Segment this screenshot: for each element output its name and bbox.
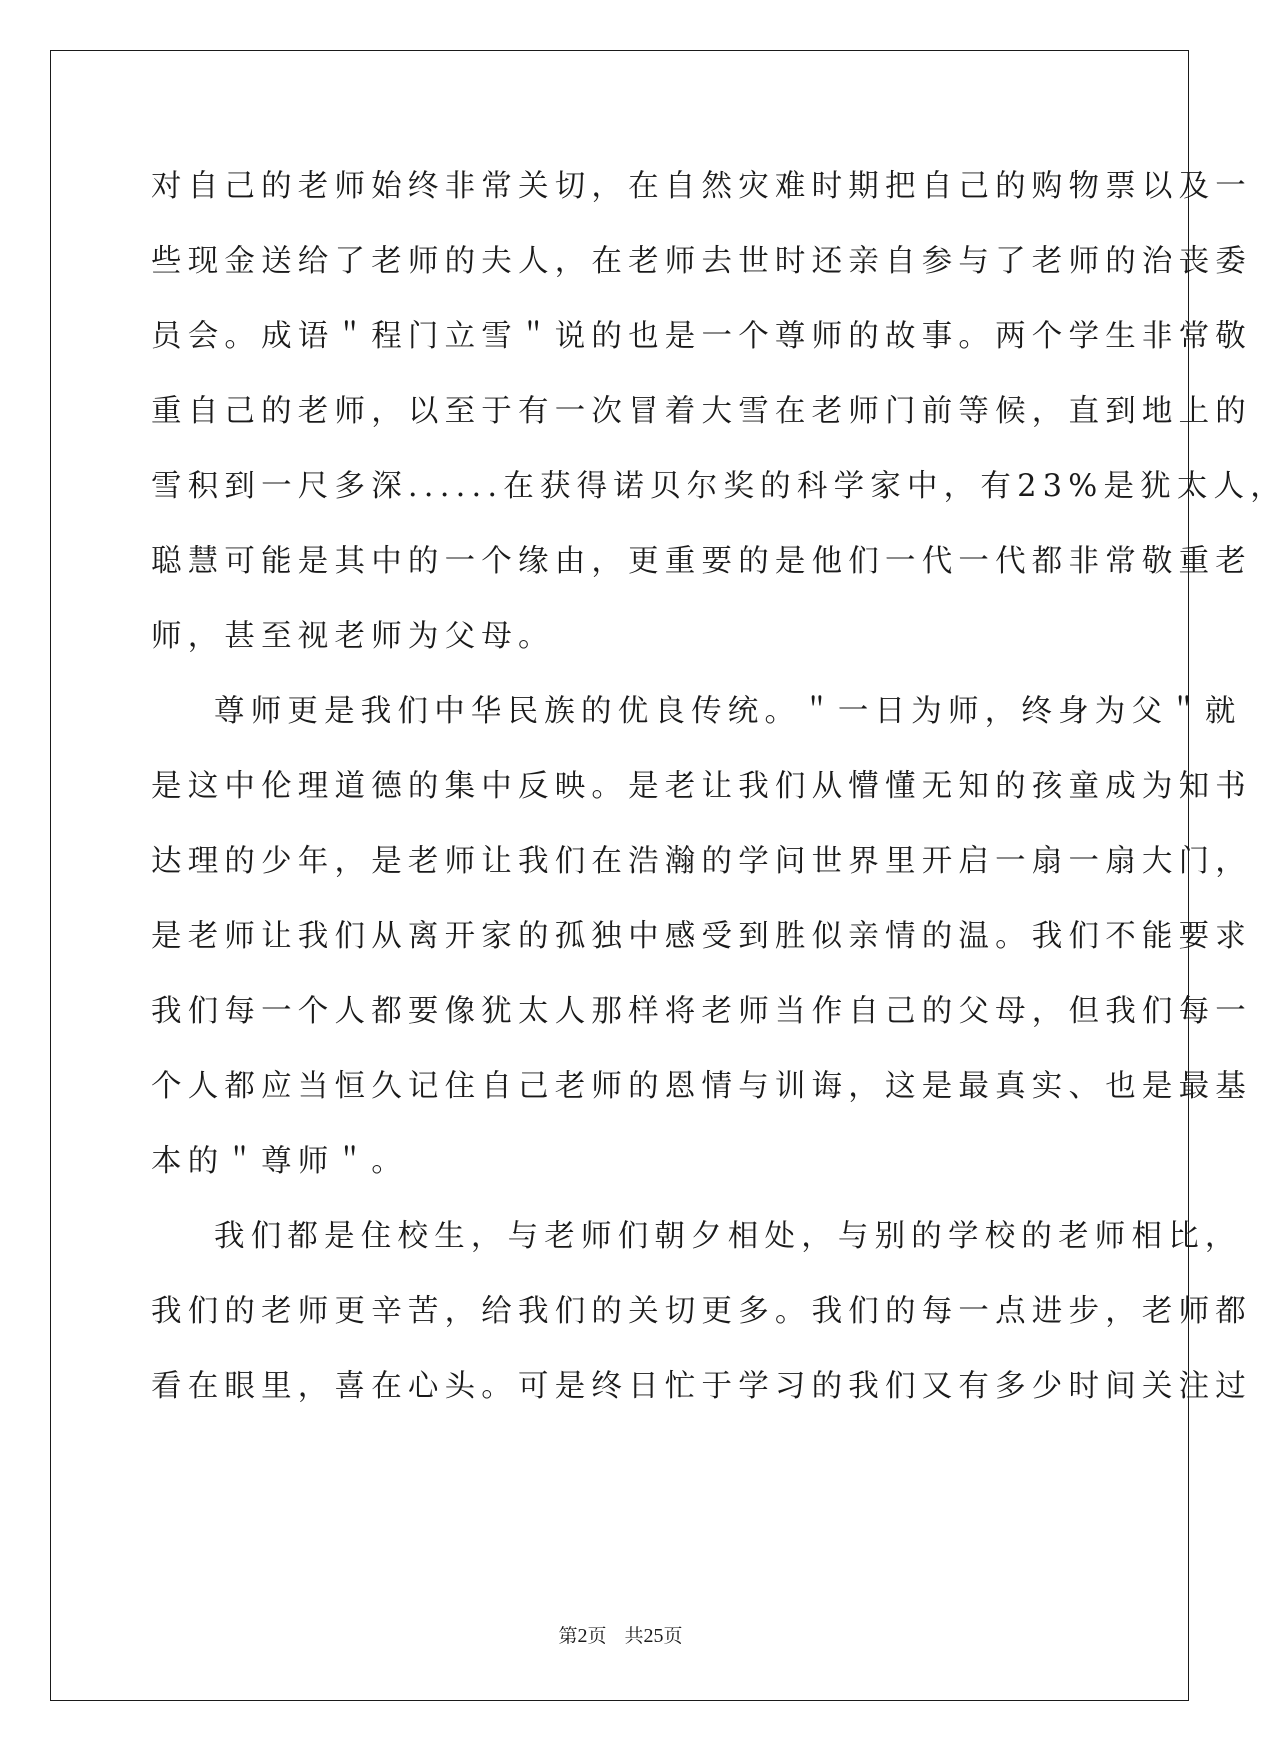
page-prefix: 第: [558, 1625, 578, 1647]
text-line: 重自己的老师，以至于有一次冒着大雪在老师门前等候，直到地上的: [151, 394, 1252, 429]
text-line: 是这中伦理道德的集中反映。是老让我们从懵懂无知的孩童成为知书: [151, 769, 1252, 804]
document-body: [151, 164, 1287, 1439]
text-line: 雪积到一尺多深......在获得诺贝尔奖的科学家中，有23%是犹太人，: [151, 469, 1287, 504]
text-line: 员会。成语＂程门立雪＂说的也是一个尊师的故事。两个学生非常敬: [151, 319, 1252, 354]
text-line: 些现金送给了老师的夫人，在老师去世时还亲自参与了老师的治丧委: [151, 244, 1252, 279]
page-footer: [0, 1621, 1241, 1648]
text-line: 聪慧可能是其中的一个缘由，更重要的是他们一代一代都非常敬重老: [151, 544, 1252, 579]
text-line: 我们的老师更辛苦，给我们的关切更多。我们的每一点进步，老师都: [151, 1294, 1252, 1329]
text-line: 是老师让我们从离开家的孤独中感受到胜似亲情的温。我们不能要求: [151, 919, 1252, 954]
total-suffix: 页: [663, 1625, 683, 1647]
text-line: 对自己的老师始终非常关切，在自然灾难时期把自己的购物票以及一: [151, 169, 1252, 204]
total-prefix: 共: [624, 1625, 644, 1647]
text-line: 尊师更是我们中华民族的优良传统。＂一日为师，终身为父＂就: [214, 694, 1242, 729]
text-line: 我们都是住校生，与老师们朝夕相处，与别的学校的老师相比，: [214, 1219, 1242, 1254]
text-line: 达理的少年，是老师让我们在浩瀚的学问世界里开启一扇一扇大门，: [151, 844, 1252, 879]
page-number: 2: [577, 1625, 588, 1647]
total-pages: 25: [643, 1625, 664, 1647]
text-line: 本的＂尊师＂。: [151, 1144, 408, 1179]
page-suffix: 页: [587, 1625, 607, 1647]
text-line: 个人都应当恒久记住自己老师的恩情与训诲，这是最真实、也是最基: [151, 1069, 1252, 1104]
text-line: 师，甚至视老师为父母。: [151, 619, 555, 654]
text-line: 看在眼里，喜在心头。可是终日忙于学习的我们又有多少时间关注过: [151, 1369, 1252, 1404]
text-line: 我们每一个人都要像犹太人那样将老师当作自己的父母，但我们每一: [151, 994, 1252, 1029]
